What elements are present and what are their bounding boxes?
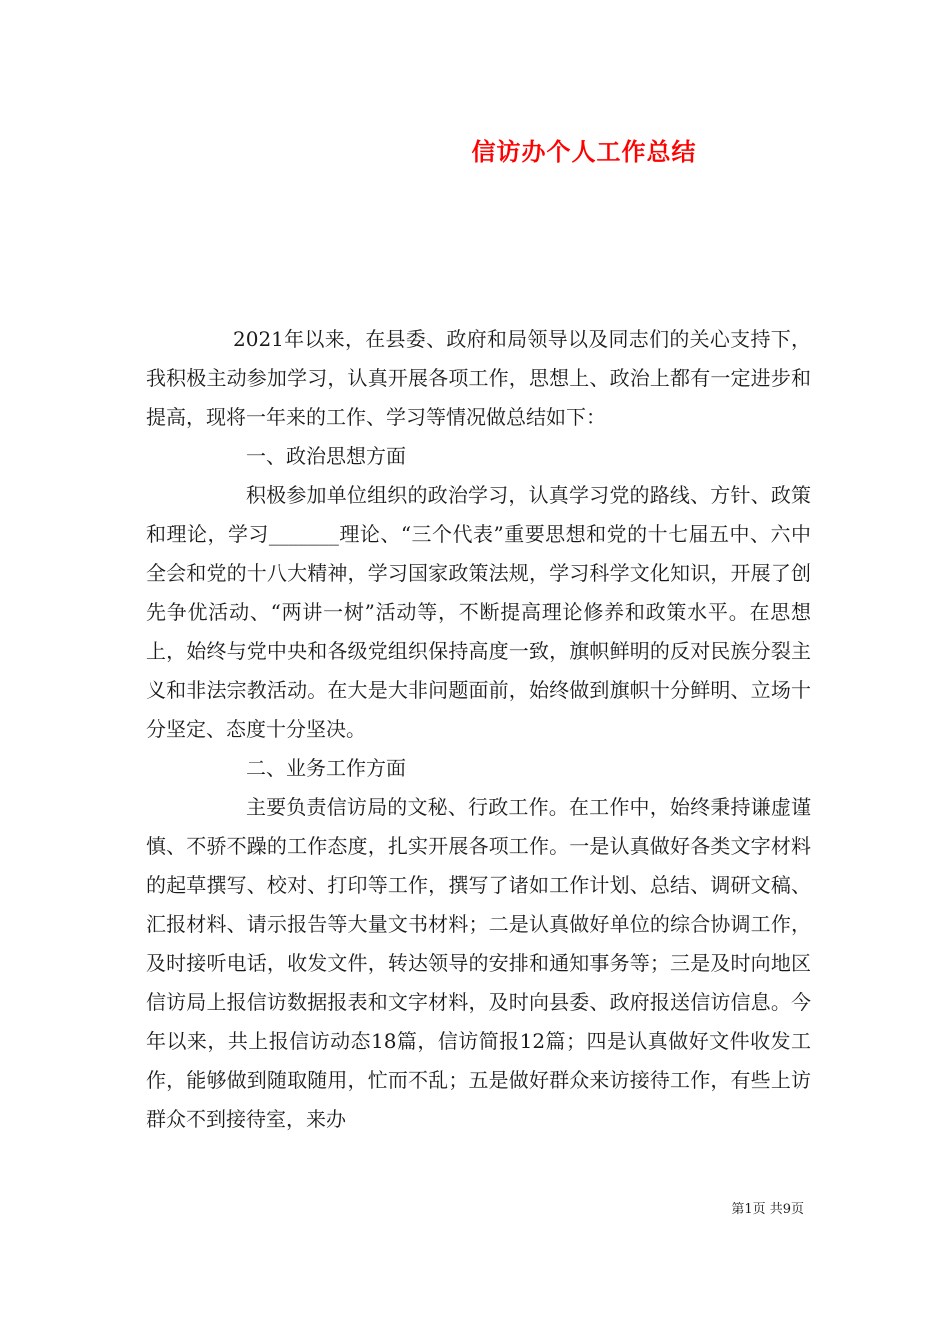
page-indicator: 第1页 共9页: [731, 1202, 804, 1217]
section-heading-politics: 一、政治思想方面: [246, 444, 406, 468]
intro-paragraph: 2021年以来，在县委、政府和局领导以及同志们的关心支持下，我积极主动参加学习，认真开展各项工作，思想上、政治上都有一定进步和提高，现将一年来的工作、学习等情况做总结如下：: [146, 327, 811, 429]
document-body: [146, 320, 811, 1139]
section-paragraph-work: 主要负责信访局的文秘、行政工作。在工作中，始终秉持谦虚谨慎、不骄不躁的工作态度，扎实开展各项工作。一是认真做好各类文字材料的起草撰写、校对、打印等工作，撰写了诸如工作计划、总结、调研文稿、汇报材料、请示报告等大量文书材料；二是认真做好单位的综合协调工作，及时接听电话，收发文件，转达领导的安排和通知事务等；三是及时向地区信访局上报信访数据报表和文字材料，及时向县委、政府报送信访信息。今年以来，共上报信访动态18篇，信访简报12篇；四是认真做好文件收发工作，能够做到随取随用，忙而不乱；五是做好群众来访接待工作，有些上访群众不到接待室，来办: [146, 795, 811, 1131]
section-heading-work: 二、业务工作方面: [246, 756, 406, 780]
document-title: 信访办个人工作总结: [471, 138, 697, 166]
section-paragraph-politics: 积极参加单位组织的政治学习，认真学习党的路线、方针、政策和理论，学习_______理论、“三个代表”重要思想和党的十七届五中、六中全会和党的十八大精神，学习国家政策法规，学习科学文化知识，开展了创先争优活动、“两讲一树”活动等，不断提高理论修养和政策水平。在思想上，始终与党中央和各级党组织保持高度一致，旗帜鲜明的反对民族分裂主义和非法宗教活动。在大是大非问题面前，始终做到旗帜十分鲜明、立场十分坚定、态度十分坚决。: [146, 483, 811, 741]
